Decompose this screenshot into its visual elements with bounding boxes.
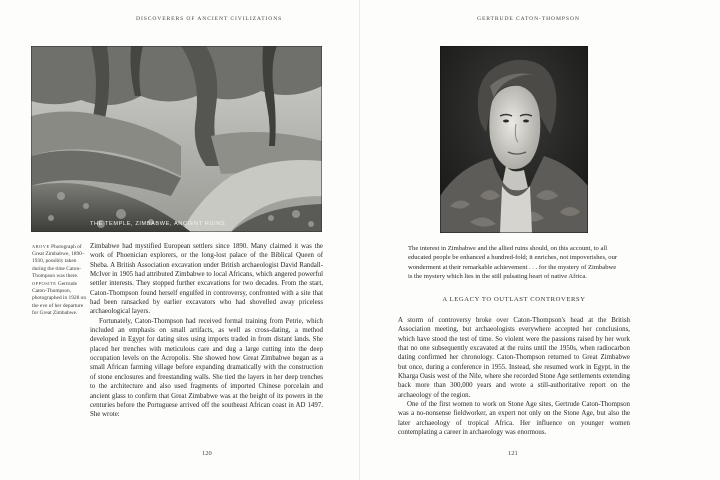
caton-thompson-portrait-image [440,46,588,233]
caton-thompson-portrait [440,46,588,233]
section-heading: A LEGACY TO OUTLAST CONTROVERSY [442,296,586,303]
left-paragraph-1: Zimbabwe had mystified European settlers since 1890. Many claimed it was the work of Phoenician explorers, or the long-lost palace of the Biblical Queen of Sheba. A British Association excavation under British archaeologist David Randall-McIver in 1905 had attributed Zimbabwe to local Africans, which angered powerful settler interests. They stopped further excavations for two decades. From the start, Caton-Thompson found herself engulfed in controversy, confronted with a site that had been ransacked by earlier excavators who had shovelled away priceless archaeological layers. [90,243,323,316]
great-zimbabwe-photo [31,46,322,232]
caption-above [32,243,88,280]
left-page-number: 120 [202,450,212,457]
right-paragraph-1: A storm of controversy broke over Caton-Thompson's head at the British Association meeting, but archaeologists everywhere accepted her conclusions, which have stood the test of time. So violent were the passions raised by her work that no one subsequently excavated at the ruins until the 1950s, when radiocarbon dating confirmed her chronology. Caton-Thompson returned to Great Zimbabwe but once, during a conference in 1955. Instead, she resumed work in Egypt, in the Kharga Oasis west of the Nile, where she recorded Stone Age settlements extending back more than 300,000 years and wrote a still-authoritative report on the archaeology of the region. [398,317,630,399]
left-running-head: DISCOVERERS OF ANCIENT CIVILIZATIONS [136,16,283,22]
caption-opposite [32,280,88,317]
photo-caption [32,243,88,317]
right-paragraph-2: One of the first women to work on Stone Age sites, Gertrude Caton-Thompson was a no-nonsense fieldworker, an expert not only on the Stone Age, but also the later archaeology of tropical Africa. Her influence on younger women contemplating a career in archaeology was enormous. [398,401,630,437]
quote-text: The interest in Zimbabwe and the allied ruins should, on this account, to all educated people be enhanced a hundred-fold; it enriches, not impoverishes, our wonderment at their remarkable achievement . . . for the mystery of Zimbabwe is the mystery which lies in the still pulsating heart of native Africa. [408,245,618,281]
right-body-text [398,316,630,437]
zimbabwe-quote [408,244,620,281]
right-page-number: 121 [508,450,518,457]
caption-opposite-label: OPPOSITE [32,281,57,287]
great-zimbabwe-photo-image [31,46,322,232]
photo-inscription: THE TEMPLE, ZIMBABWE, ANCIENT RUINS [90,221,226,227]
left-body-text [90,242,323,420]
caption-opposite-text: Gertrude Caton-Thompson, photographed in 1928 on the eve of her departure for Great Zimbabwe. [32,281,87,316]
left-paragraph-2: Fortunately, Caton-Thompson had received formal training from Petrie, which included an emphasis on small artifacts, as well as cross-dating, a method developed in Egypt for dating sites using imports traded in from distant lands. She placed her trenches with meticulous care and dug a large cutting into the deep occupation levels on the Acropolis. She showed how Great Zimbabwe began as a small African farming village before expanding dramatically with the construction of stone enclosures and freestanding walls. She tied the layers in her deep trenches to the architecture and also used fragments of imported Chinese porcelain and ancient glass to confirm that Great Zimbabwe was at the height of its powers in the centuries before the Portuguese arrived off the southeast African coast in AD 1497. She wrote: [90,317,323,419]
right-running-head: GERTRUDE CATON-THOMPSON [477,16,580,22]
caption-above-text: Photograph of Great Zimbabwe, 1890–1930, possibly taken during the time Caton-Thompson was there. [32,244,85,279]
caption-above-label: ABOVE [32,244,50,249]
